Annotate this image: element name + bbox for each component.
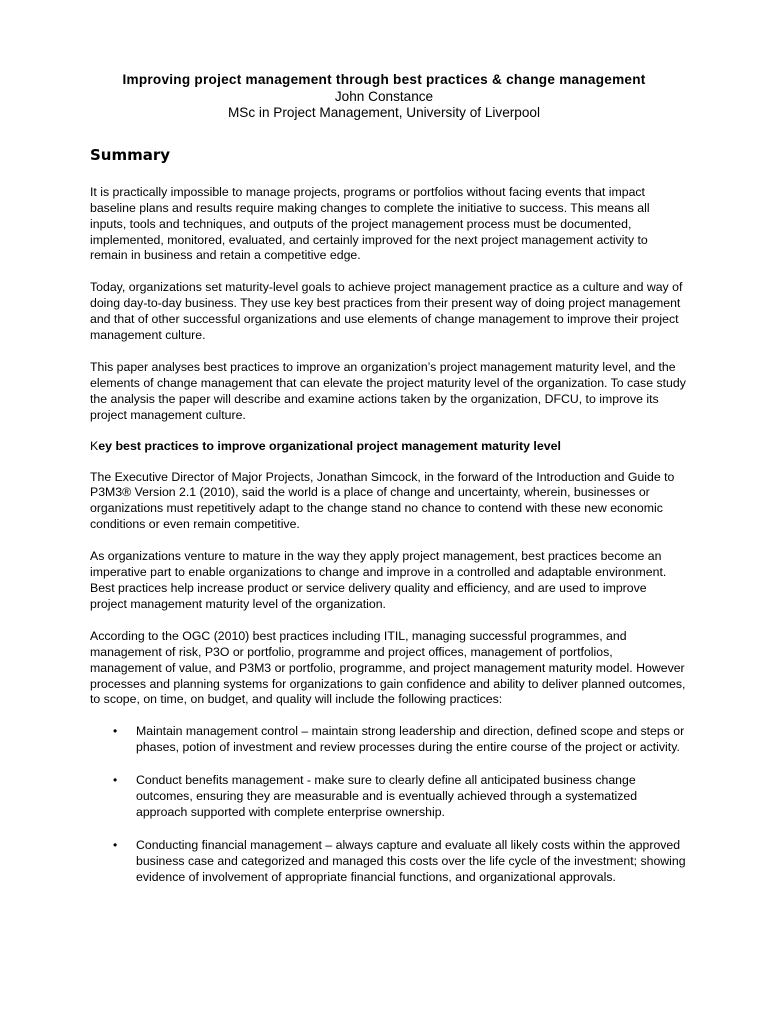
summary-paragraph-3: This paper analyses best practices to improve an organization’s project management maturity level, and the elements of change management that can elevate the project maturity level of the organization. To case study the analysis the paper will describe and examine actions taken by the organization, DFCU, to improve its project management culture. xyxy=(90,359,686,422)
bullet-text: Maintain management control – maintain strong leadership and direction, defined scope and steps or phases, potion of investment and review processes during the entire course of the project or activity. xyxy=(136,724,685,755)
bullet-icon: • xyxy=(113,724,118,739)
document-header xyxy=(82,72,686,122)
summary-paragraph-1: It is practically impossible to manage projects, programs or portfolios without facing events that impact baseline plans and results require making changes to complete the initiative to success. This means all inputs, tools and techniques, and outputs of the project management process must be documented, implemented, monitored, evaluated, and certainly improved for the next project management activity to remain in business and retain a competitive edge. xyxy=(90,184,650,263)
list-item xyxy=(90,724,686,756)
practices-bullet-list xyxy=(90,724,686,885)
author-name: John Constance xyxy=(334,88,434,104)
summary-heading: Summary xyxy=(90,145,171,164)
bullet-icon: • xyxy=(113,773,118,788)
list-item xyxy=(90,773,686,821)
author-affiliation: MSc in Project Management, University of Liverpool xyxy=(227,105,541,121)
best-practices-heading-text: ey best practices to improve organizational project management maturity level xyxy=(98,438,561,453)
summary-paragraph-2: Today, organizations set maturity-level goals to achieve project management practice as a culture and way of doing day-to-day business. They use key best practices from their present way of doing project management and that of other successful organizations and use elements of change management to improve their project management culture. xyxy=(90,280,683,343)
list-item xyxy=(90,838,686,886)
bullet-text: Conducting financial management – always capture and evaluate all likely costs within the approved business case and categorized and managed this costs over the life cycle of the investment; showing evidence of involvement of appropriate financial functions, and organizational approvals. xyxy=(136,837,686,884)
best-practices-heading xyxy=(90,438,686,454)
best-practices-paragraph-1: The Executive Director of Major Projects, Jonathan Simcock, in the forward of the Introduction and Guide to P3M3® Version 2.1 (2010), said the world is a place of change and uncertainty, wherein, businesses or organizations must repetitively adapt to the change stand no chance to contend with these new economic conditions or even remain competitive. xyxy=(90,469,675,532)
document-title: Improving project management through best practices & change management xyxy=(122,72,646,87)
summary-section xyxy=(90,185,686,886)
bullet-text: Conduct benefits management - make sure to clearly define all anticipated business change outcomes, ensuring they are measurable and is eventually achieved through a systematized approach supported with complete enterprise ownership. xyxy=(136,773,638,819)
best-practices-paragraph-3: According to the OGC (2010) best practices including ITIL, managing successful programmes, and management of risk, P3O or portfolio, programme and project offices, management of portfolios, management of value, and P3M3 or portfolio, programme, and project management maturity model. However processes and planning systems for organizations to gain confidence and ability to deliver planned outcomes, to scope, on time, on budget, and quality will include the following practices: xyxy=(90,628,686,707)
best-practices-heading-initial: K xyxy=(90,438,99,453)
bullet-icon: • xyxy=(113,837,118,852)
best-practices-paragraph-2: As organizations venture to mature in the way they apply project management, best practices become an imperative part to enable organizations to change and improve in a controlled and adaptable environment. Best practices help increase product or service delivery quality and efficiency, and are used to improve project management maturity level of the organization. xyxy=(90,549,667,611)
